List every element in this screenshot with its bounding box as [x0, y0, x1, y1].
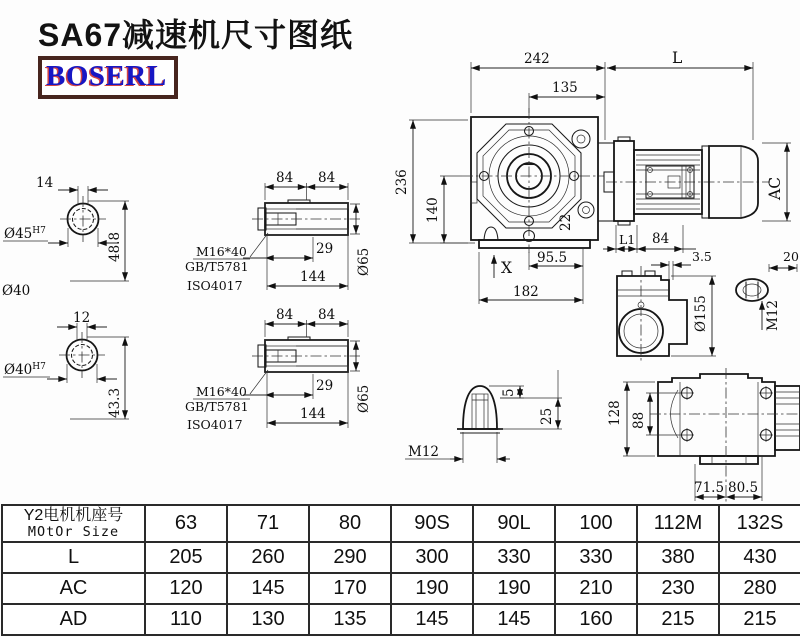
dim-label: AC	[766, 176, 784, 200]
dim-label: 242	[524, 51, 550, 67]
bolt-note: GB/T5781	[185, 399, 249, 414]
dim-label: Ø65	[356, 384, 372, 413]
size-col-header: 90S	[391, 505, 473, 542]
dim-label: 84	[276, 307, 294, 323]
bolt-note: ISO4017	[187, 417, 243, 432]
dim-label: 29	[316, 378, 334, 394]
sleeve-view-1	[185, 170, 372, 293]
dim-label: 3.5	[692, 249, 712, 264]
cell: 135	[309, 604, 391, 635]
cell: 170	[309, 573, 391, 604]
page-title: SA67减速机尺寸图纸	[38, 17, 354, 53]
table-header-row	[2, 505, 800, 542]
dim-label: 84	[652, 231, 670, 247]
side-view	[617, 249, 716, 362]
cell: 215	[719, 604, 800, 635]
brand-logo-text: BOSERL	[46, 60, 167, 92]
dim-label: 84	[318, 170, 336, 186]
dim-label: 80.5	[728, 480, 759, 496]
cell: 330	[555, 542, 637, 573]
bolt-note: ISO4017	[187, 278, 243, 293]
dim-label: 84	[276, 170, 294, 186]
dim-label: 128	[607, 400, 623, 426]
cell: 230	[637, 573, 719, 604]
dim-label: 84	[318, 307, 336, 323]
cell: 190	[473, 573, 555, 604]
cell: 380	[637, 542, 719, 573]
cell: 110	[145, 604, 227, 635]
dim-label: $Ø40^{H7}$	[4, 362, 46, 378]
cell: 130	[227, 604, 309, 635]
dim-label: 236	[394, 169, 410, 195]
top-view	[607, 368, 800, 502]
table-header-motor-size	[2, 505, 145, 542]
dim-label: 14	[36, 175, 54, 191]
dim-label: 140	[425, 197, 441, 223]
cell: 145	[391, 604, 473, 635]
dim-label: 88	[631, 411, 647, 429]
bolt-note: M16*40	[196, 384, 247, 399]
header-cn: Y2电机机座号	[23, 507, 124, 524]
dim-label: 12	[73, 310, 91, 326]
size-col-header: 112M	[637, 505, 719, 542]
dim-label: $Ø45^{H7}$	[4, 226, 46, 242]
row-label: AD	[2, 604, 145, 635]
cell: 205	[145, 542, 227, 573]
cell: 215	[637, 604, 719, 635]
dim-label: L	[672, 49, 683, 67]
dim-label: 5	[501, 388, 517, 397]
plug-detail-view	[736, 249, 799, 331]
motor-size-table	[1, 504, 800, 636]
cell: 290	[309, 542, 391, 573]
cell: 330	[473, 542, 555, 573]
cell: 430	[719, 542, 800, 573]
dim-label: 43.3	[107, 387, 123, 418]
size-col-header: 90L	[473, 505, 555, 542]
front-view	[394, 49, 791, 304]
dim-label: Ø65	[356, 247, 372, 276]
cell: 145	[227, 573, 309, 604]
cell: 300	[391, 542, 473, 573]
dim-label: 20	[783, 249, 799, 264]
dim-label: M12	[408, 444, 440, 460]
sleeve-view-2	[185, 307, 372, 432]
dim-label: X	[501, 259, 513, 277]
dim-label: 135	[552, 80, 578, 96]
dim-label: Ø155	[693, 295, 709, 332]
dim-label: 48.8	[107, 231, 123, 262]
row-label: AC	[2, 573, 145, 604]
dim-label: 29	[316, 241, 334, 257]
dim-label: 144	[300, 406, 326, 422]
shaft-diameter-label: Ø40	[2, 283, 31, 299]
dim-label: 22	[558, 213, 574, 231]
dim-label: L1	[619, 232, 636, 247]
size-col-header: 132S	[719, 505, 800, 542]
table-row-L	[2, 542, 800, 573]
shaft-end-view-2	[3, 310, 129, 419]
bolt-note: GB/T5781	[185, 259, 249, 274]
cell: 210	[555, 573, 637, 604]
dim-label: 25	[539, 407, 555, 425]
cell: 120	[145, 573, 227, 604]
shaft-end-view-1	[3, 175, 129, 281]
dome-detail-view	[405, 370, 562, 463]
dim-label: 95.5	[537, 250, 568, 266]
cell: 190	[391, 573, 473, 604]
table-row-AC	[2, 573, 800, 604]
header-en: MOtOr Size	[27, 524, 120, 540]
size-col-header: 80	[309, 505, 391, 542]
dim-label: 144	[300, 269, 326, 285]
dim-label: 71.5	[694, 480, 725, 496]
bolt-note: M16*40	[196, 244, 247, 259]
size-col-header: 63	[145, 505, 227, 542]
size-col-header: 71	[227, 505, 309, 542]
dim-label: M12	[765, 299, 781, 331]
cell: 280	[719, 573, 800, 604]
dim-label: 182	[513, 284, 539, 300]
cell: 145	[473, 604, 555, 635]
cell: 160	[555, 604, 637, 635]
table-row-AD	[2, 604, 800, 635]
cell: 260	[227, 542, 309, 573]
row-label: L	[2, 542, 145, 573]
size-col-header: 100	[555, 505, 637, 542]
